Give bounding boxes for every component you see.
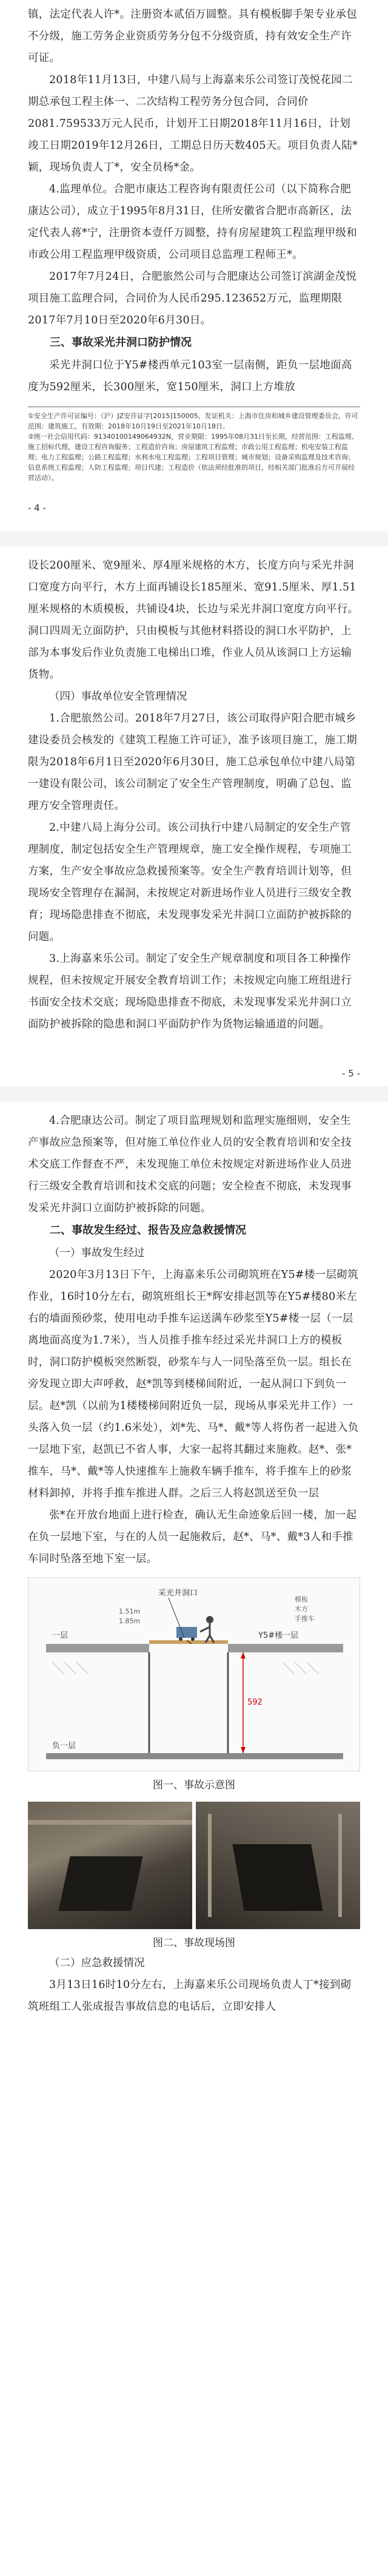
- section-heading: 二、事故发生经过、报告及应急救援情况: [50, 1224, 246, 1237]
- paragraph: 3月13日16时10分左右，上海嘉来乐公司现场负责人丁*接到砌筑班组工人张成报告事故信息的电话后，立即安排人: [28, 1979, 352, 2013]
- paragraph: 2.中建八局上海分公司。该公司执行中建八局制定的安全生产管理制度，制定包括安全生产管理规章，施工安全操作规程，专项施工方案，生产安全事故应急救援预案等。安全生产教育培训计划等，但现场安全管理存在漏洞，未按规定对新进场作业人员进行三级安全教育；现场隐患排查不彻底，未发现事发采光井洞口立面防护被拆除的问题。: [28, 822, 352, 943]
- document-page-5: [0, 546, 388, 1086]
- document-page-6: [0, 1101, 388, 2576]
- paragraph: 镇，法定代表人许*。注册资本贰佰万圆整。具有模板脚手架专业承包不分级，施工劳务企业资质劳务分包不分级资质，持有效安全生产许可证。: [28, 8, 358, 64]
- floor-slab-left: [46, 1644, 149, 1652]
- document-page-4: [0, 0, 388, 531]
- subsection-heading: （四）事故单位安全管理情况: [49, 691, 187, 703]
- page-number: - 4 -: [28, 502, 46, 513]
- label-building: Y5#楼一层: [258, 1631, 299, 1640]
- figure-caption: 图一、事故示意图: [153, 1779, 235, 1791]
- basement-floor: [46, 1753, 343, 1759]
- scene-photo-left: [28, 1802, 192, 1929]
- paragraph: 4.合肥康达公司。制定了项目监理规划和监理实施细则，安全生产事故应急预案等，但对施工单位作业人员的安全教育培训和安全技术交底工作督查不严，未发现施工单位未按规定对新进场作业人员进行三级安全教育培训和技术交底的问题；安全检查不彻底，未发现事发采光井洞口立面防护被拆除的问题。: [28, 1115, 352, 1214]
- paragraph: 1.合肥旅然公司。2018年7月27日，该公司取得庐阳合肥市城乡建设委员会核发的《建筑工程施工许可证》，准予该项目施工，施工期限为2018年6月1日至2020年6月30日，施工总承包单位中建八局第一建设有限公司，该公司制定了安全生产管理制度，明确了总包、监理方安全管理责任。: [28, 712, 358, 812]
- footnote: ①安全生产许可证编号：（沪）JZ安许证字[2015]150005，发证机关：上海市住房和城乡建设管理委员会，许可范围：建筑施工，有效期：2018年10月19日至2021年10月18日。: [28, 412, 358, 430]
- paragraph: 采光井洞口位于Y5#楼西单元103室一层南侧，距负一层地面高度为592厘米，长300厘米，宽150厘米，洞口上方堆放: [28, 359, 352, 393]
- paragraph: 4.监理单位。合肥市康达工程咨询有限责任公司（以下简称合肥康达公司），成立于1995年8月31日，住所安徽省合肥市高新区，法定代表人蒋*宁，注册资本壹仟万圆整，持有房屋建筑工程监理甲级和市政公用工程监理甲级资质，公司项目总监理工程师王*。: [28, 183, 358, 261]
- footnote: ②统一社会信用代码：91340100149064932N，营业期限：1995年08月31日至长期，经营范围：工程监理、施工招标代理，建设工程咨询服务；工程造价咨询；房屋建筑工程监理；市政公用工程监理；机电安装工程监理；电力工程监理；公路工程监理；水利水电工程监理；工程项目管理；城市规划；设备采购监理及技术咨询；信息系统工程监理；人防工程监理；项目代建；工程造价（依法须经批准的项目，经相关部门批准后方可开展经营活动）。: [28, 433, 359, 482]
- schematic-drawing: [28, 1577, 360, 1771]
- label-note-b: 木方: [295, 1605, 308, 1613]
- paragraph: 2017年7月24日，合肥旅然公司与合肥康达公司签订滨湖金茂悦项目施工监理合同，合同价为人民币295.123652万元，监理期限2017年7月10日至2020年6月30日。: [28, 271, 357, 326]
- floor-slab-right: [228, 1644, 343, 1652]
- paragraph: 2018年11月13日，中建八局与上海嘉来乐公司签订茂悦花园二期总承包工程主体一、二次结构工程劳务分包合同，合同价2081.759533万元人民币，计划开工日期2018年11月16日，计划竣工日期2019年12月26日，工期总日历天数405天。项目负责人陆*颖，现场负责人丁*，安全员杨*金。: [28, 74, 358, 174]
- label-dim-b: 1.85m: [119, 1617, 141, 1625]
- paragraph: 3.上海嘉来乐公司。制定了安全生产规章制度和项目各工种操作规程，但未按规定开展安全教育培训工作；未按规定向施工班组进行书面安全技术交底；现场隐患排查不彻底，未发现事发采光井洞口立面防护被拆除的隐患和洞口平面防护作为货物运输通道的问题。: [28, 953, 352, 1030]
- label-opening: 采光井洞口: [158, 1589, 198, 1598]
- subsection-heading: （一）事故发生经过: [49, 1247, 145, 1259]
- section-heading: 三、事故采光井洞口防护情况: [50, 336, 192, 349]
- subsection-heading: （二）应急救援情况: [49, 1957, 145, 1969]
- accident-photo-figure: [28, 1802, 360, 1929]
- page-gap: [0, 531, 388, 546]
- page-number: - 5 -: [342, 1068, 360, 1079]
- figure-caption: 图二、事故现场图: [153, 1937, 235, 1949]
- accident-schematic-figure: [28, 1577, 360, 1771]
- page-gap: [0, 1086, 388, 1101]
- scene-photo-right: [196, 1802, 360, 1929]
- paragraph: 2020年3月13日下午，上海嘉来乐公司砌筑班在Y5#楼一层砌筑作业，16时10分左右，砌筑班组长王*辉安排赵凯等在Y5#楼80米左右的墙面预砂浆，使用电动手推车运送满车砂浆至Y5#楼一层（一层离地面高度为1.7米），当人员推手推车经过采光井洞口上方的模板时，洞口防护模板突然断裂，砂浆车与人一同坠落至负一层。组长在旁发现立即大声呼救，赵*凯等到楼梯间附近，一起从洞口下到负一层。赵*凯（以前为1楼楼梯间附近负一层，现场从事采光井工作）一头落入负一层（约1.6米处），刘*先、马*、戴*等人将伤者一起进入负一层地下室，赵凯已不省人事，大家一起将其翻过来施救。赵*、张*推车，马*、戴*等人快速推车上施救车辆手推车，将手推车上的砂浆材料卸掉，并将手推车推进人群。之后三人将赵凯送至负一层: [28, 1269, 359, 1499]
- label-basement: 负一层: [52, 1742, 76, 1751]
- label-height: 592: [247, 1698, 263, 1707]
- label-dim-a: 1.51m: [119, 1607, 141, 1615]
- label-floor1: 一层: [52, 1631, 69, 1640]
- label-note-a: 模板: [295, 1595, 308, 1603]
- paragraph: 设长200厘米、宽9厘米、厚4厘米规格的木方，长度方向与采光井洞口宽度方向平行，木方上面再铺设长185厘米、宽91.5厘米、厚1.51厘米规格的木质模板，共铺设4块，长边与采光井洞口宽度方向平行。洞口四周无立面防护，只由模板与其他材料搭设的洞口水平防护，上部为本事发后作业负责施工电梯出口堆，作业人员从该洞口上方运输货物。: [28, 559, 359, 681]
- paragraph: 张*在开放台地面上进行检查，确认无生命迹象后回一楼，加一起在负一层地下室，与在的人员一起施救后，赵*、马*、戴*3人和手推车同时坠落至地下室一层。: [28, 1509, 357, 1565]
- label-note-c: 手推车: [295, 1615, 315, 1623]
